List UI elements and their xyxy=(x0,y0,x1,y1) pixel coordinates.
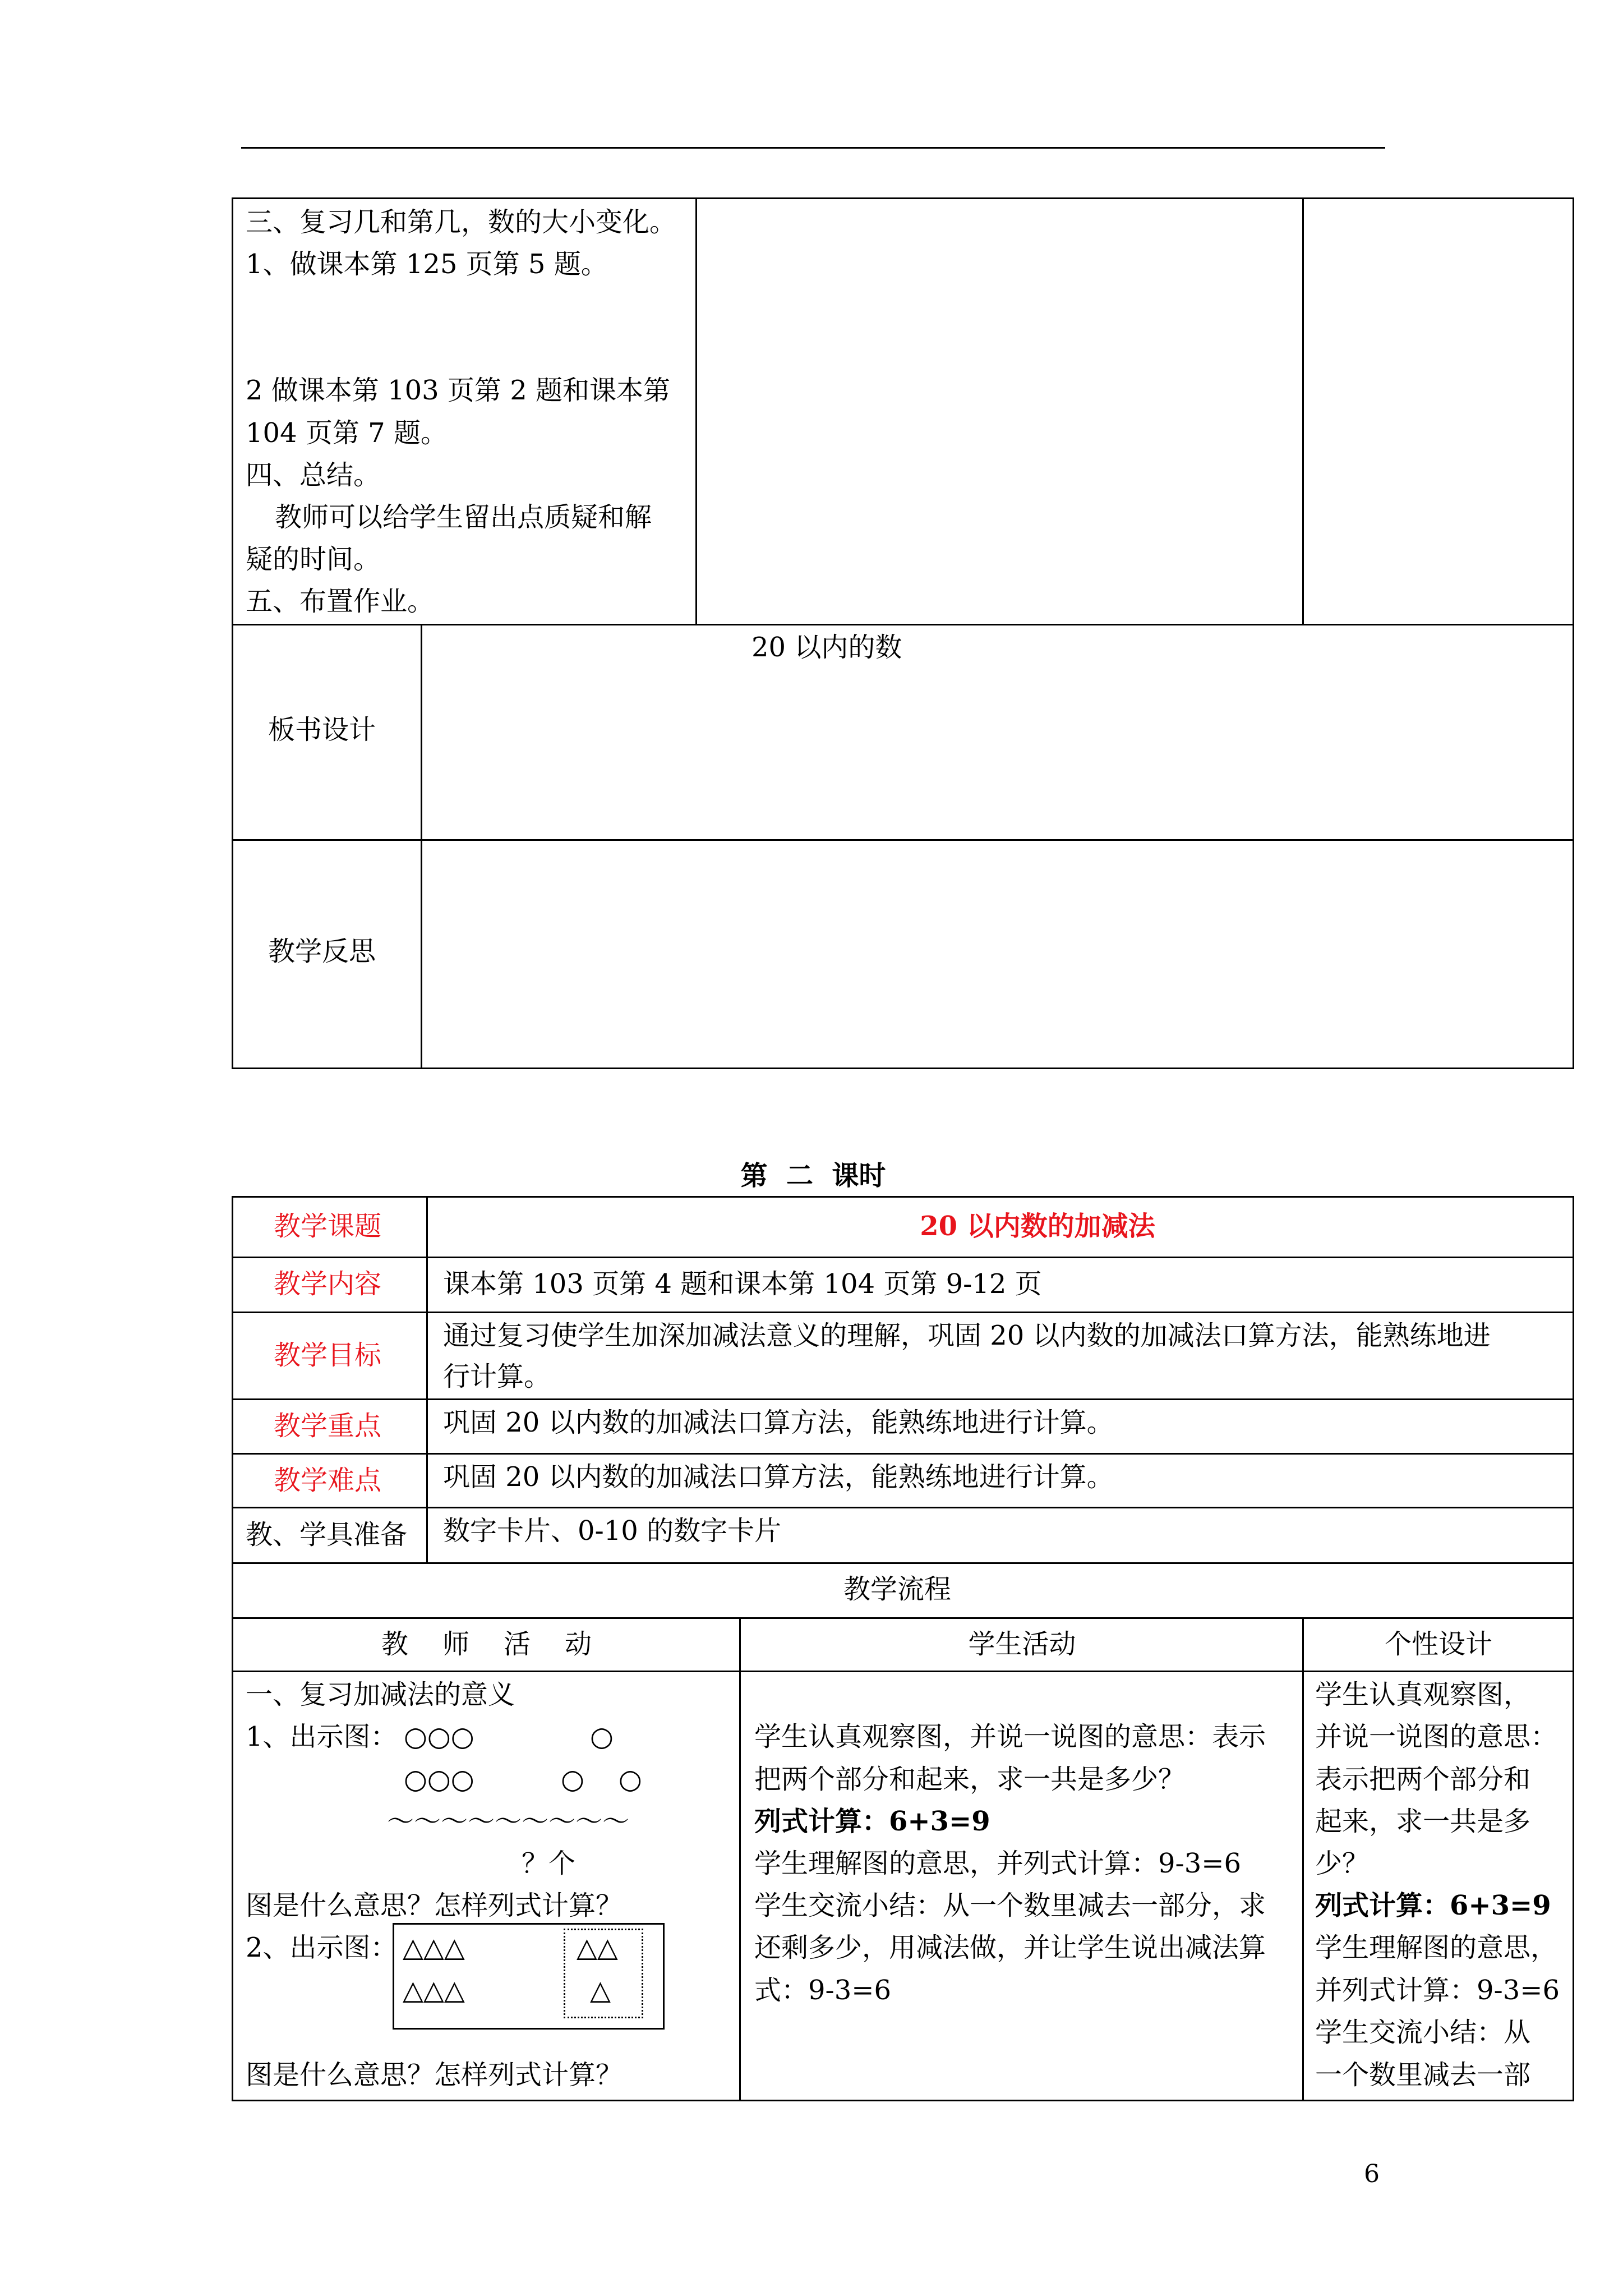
topic-value: 20 以内数的加减法 xyxy=(920,1211,1155,1242)
student-line: 式：9-3=6 xyxy=(754,1975,892,2006)
header-rule xyxy=(241,147,1385,149)
circles-group-b-top: ○ xyxy=(590,1721,614,1752)
question-count: ？个 xyxy=(522,1848,576,1879)
left-col-line: 四、总结。 xyxy=(246,459,381,491)
flow-title: 教学流程 xyxy=(843,1573,951,1605)
student-line: 把两个部分和起来，求一共是多少？ xyxy=(754,1764,1186,1795)
teacher-line: 图是什么意思？怎样列式计算？ xyxy=(246,1890,623,1921)
row-label-difficulty: 教学难点 xyxy=(274,1465,382,1496)
goal-value-line2: 行计算。 xyxy=(443,1361,551,1392)
student-line: 学生交流小结：从一个数里减去一部分，求 xyxy=(754,1890,1266,1921)
row-label-materials: 教、学具准备 xyxy=(246,1519,408,1550)
left-col-line: 五、布置作业。 xyxy=(246,586,435,617)
left-col-line: 教师可以给学生留出点质疑和解 xyxy=(275,501,652,533)
board-design-label: 板书设计 xyxy=(268,714,376,746)
personal-line: 学生理解图的意思， xyxy=(1315,1932,1558,1963)
circles-group-a-top: ○○○ xyxy=(404,1721,474,1752)
personal-line: 学生交流小结：从 xyxy=(1315,2017,1531,2048)
student-line: 还剩多少，用减法做，并让学生说出减法算 xyxy=(754,1932,1266,1963)
personal-line: 列式计算：6+3=9 xyxy=(1315,1890,1551,1921)
left-col-line: 疑的时间。 xyxy=(246,544,381,575)
left-col-line: 2 做课本第 103 页第 2 题和课本第 xyxy=(246,375,670,406)
student-line: 学生理解图的意思，并列式计算：9-3=6 xyxy=(754,1848,1242,1879)
triangles-group-a-bottom: △△△ xyxy=(403,1975,465,2006)
left-col-line: 三、复习几和第几，数的大小变化。 xyxy=(246,206,677,238)
teacher-line: 1、出示图： xyxy=(246,1721,398,1752)
personal-line: 表示把两个部分和 xyxy=(1315,1764,1531,1795)
personal-line: 一个数里减去一部 xyxy=(1315,2059,1531,2091)
triangles-group-b-top: △△ xyxy=(577,1932,618,1963)
row-label-key: 教学重点 xyxy=(274,1410,382,1442)
personal-line: 并说一说图的意思： xyxy=(1315,1721,1558,1752)
student-line: 学生认真观察图，并说一说图的意思：表示 xyxy=(754,1721,1266,1752)
left-col-line: 104 页第 7 题。 xyxy=(246,417,448,449)
wave-bracket: ～～～～～～～～～ xyxy=(387,1806,630,1837)
board-title: 20 以内的数 xyxy=(751,632,902,663)
content-value: 课本第 103 页第 4 题和课本第 104 页第 9-12 页 xyxy=(443,1268,1042,1300)
personal-line: 并列式计算：9-3=6 xyxy=(1315,1975,1560,2006)
student-line: 列式计算：6+3=9 xyxy=(754,1806,990,1837)
teacher-line: 2、出示图： xyxy=(246,1932,398,1963)
teacher-line: 图是什么意思？怎样列式计算？ xyxy=(246,2059,623,2091)
triangles-group-a-top: △△△ xyxy=(403,1932,465,1963)
reflection-label: 教学反思 xyxy=(268,936,376,967)
goal-value-line1: 通过复习使学生加深加减法意义的理解，巩固 20 以内数的加减法口算方法，能熟练地进 xyxy=(443,1320,1491,1351)
row-label-topic: 教学课题 xyxy=(274,1211,382,1242)
key-value: 巩固 20 以内数的加减法口算方法，能熟练地进行计算。 xyxy=(443,1407,1114,1438)
teacher-line: 一、复习加减法的意义 xyxy=(246,1679,515,1710)
difficulty-value: 巩固 20 以内数的加减法口算方法，能熟练地进行计算。 xyxy=(443,1461,1114,1493)
personal-line: 学生认真观察图， xyxy=(1315,1679,1531,1710)
circles-group-b-bottom: ○ ○ xyxy=(561,1764,642,1795)
row-label-content: 教学内容 xyxy=(274,1268,382,1300)
page-number: 6 xyxy=(1364,2160,1380,2188)
left-col-line: 1、做课本第 125 页第 5 题。 xyxy=(246,249,608,280)
personal-line: 起来，求一共是多 xyxy=(1315,1806,1531,1837)
materials-value: 数字卡片、0-10 的数字卡片 xyxy=(443,1515,782,1547)
col-header-personal: 个性设计 xyxy=(1384,1628,1492,1660)
col-header-teacher: 教 师 活 动 xyxy=(381,1628,592,1660)
personal-line: 少？ xyxy=(1315,1848,1370,1879)
lesson-heading: 第 二 课时 xyxy=(740,1160,886,1191)
circles-group-a-bottom: ○○○ xyxy=(404,1764,474,1795)
row-label-goal: 教学目标 xyxy=(274,1340,382,1371)
col-header-student: 学生活动 xyxy=(968,1628,1076,1660)
triangles-group-b-bottom: △ xyxy=(590,1975,611,2006)
